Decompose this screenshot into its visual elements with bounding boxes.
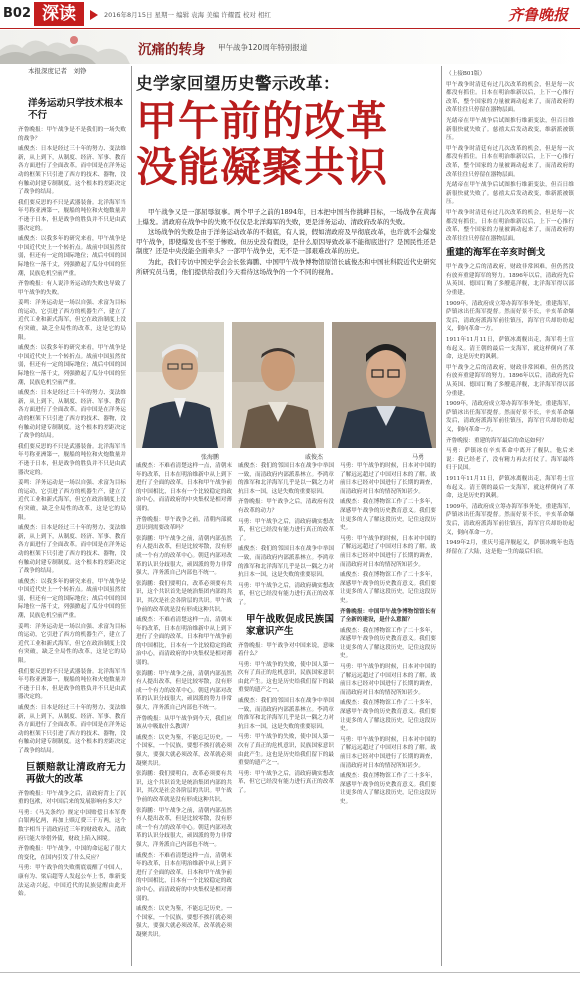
right-paragraph: 1949年2月，重庆号巡洋舰起义，萨镇冰晚年也选择留在了大陆，这是他一生的最后归宿。 [446, 540, 574, 555]
mid-paragraph-question: 齐鲁晚报：中国甲午战争博物馆馆长有了全新的建设，是什么意图？ [340, 608, 436, 624]
mid-paragraph: 张海鹏：甲午战争之前，清朝内部虽然有人提出改革，但是比较零散，没有形成一个有力的改革中心。朝廷内部对改革的认识分歧很大，顽固派的势力非常强大，洋务派自己内部也不统一。 [136, 807, 232, 848]
left-paragraph: 齐鲁晚报：有人说洋务运动的失败也导致了甲午战争的失败。 [18, 281, 126, 296]
right-paragraph: 甲午战争时清廷有过几次改革的机会，但是每一次都没有抓住。日本在明治维新以后，上下一心推行改革，整个国家的力量被调动起来了，而清政府的改革往往只停留在器物层面。 [446, 209, 574, 242]
left-subhead-1: 洋务运动只学技术根本不行 [28, 98, 124, 121]
column-rule [441, 66, 442, 966]
left-paragraph: 我们要反思的不只是武器装备。北洋海军当年号称亚洲第一，舰船的吨位和火炮数量并不逊于日本，但是战争的胜负并不只是由武器决定的。 [18, 668, 126, 701]
mid-paragraph: 戚俊杰：以史为鉴，不能忘记历史。一个国家，一个民族，要想不挨打就必须强大，要强大就必须改革，改革就必须凝聚共识。 [136, 906, 232, 938]
mid-paragraph: 齐鲁晚报：从甲午战争到今天，我们应该从中吸取什么教训？ [136, 715, 232, 731]
lead-paragraphs [136, 208, 436, 277]
right-paragraph: 1909年，清政府成立筹办海军事务处，重建海军，萨镇冰出任海军提督。然而好景不长，辛亥革命爆发后，清政府派海军前往镇压，海军官兵却纷纷起义，倒向革命一方。 [446, 503, 574, 536]
lead-paragraph: 为此，我们专访中国史学会会长张海鹏、中国甲午战争博物馆原馆长戚俊杰和中国社科院近代史研究所研究员马勇，他们提供给我们今天看待这场战争的一个不同的视角。 [136, 257, 436, 276]
left-column-body [18, 126, 126, 934]
mid-paragraph: 戚俊杰：以史为鉴，不能忘记历史。一个国家，一个民族，要想不挨打就必须强大，要强大就必须改革，改革就必须凝聚共识。 [136, 734, 232, 767]
left-paragraph: 马勇：《马关条约》规定中国赔偿日本军费白银两亿两，再加上赎辽费三千万两，这个数字相当于清政府近三年的财政收入，清政府只能大举借外债，财政上陷入困境。 [18, 809, 126, 842]
mid-paragraph: 戚俊杰：不难看清楚这样一点，清朝末年的改革，日本在明治维新中从上到下进行了全面的改革。日本和甲午战争前的中国相比，日本有一个比较稳定的政治中心，而清政府的中央集权是相对薄弱的。 [136, 463, 232, 512]
left-paragraph: 姜鸣：洋务运动是一场以自强、求富为目标的运动，它引进了西方的机器生产，建立了近代工业和新式海军，但它在政治制度上没有突破，缺乏全局性的改革，这是它的局限。 [18, 300, 126, 341]
series-title: 沉痛的转身 [138, 42, 206, 58]
mid-paragraph: 戚俊杰：我们的邻国日本在战争中举国一致，而清政府内部派系林立。李鸿章的淮军和北洋海军几乎是以一隅之力对抗日本一国，这是失败的重要原因。 [238, 463, 334, 495]
right-paragraph: 齐鲁晚报：重建的海军最后的命运如何？ [446, 437, 547, 444]
newspaper-logo: 齐鲁晚报 [507, 6, 568, 24]
mid-paragraph: 张海鹏：我们要明白，改革必须要有共识，这个共识首先是统治集团内部的共识，其次是社会各阶层的共识。甲午战争前的改革就是没有形成这种共识。 [136, 771, 232, 803]
mid-paragraph: 马勇：甲午战争之后，清政府确实想改革，但它已经没有能力进行真正的改革了。 [238, 770, 334, 794]
byline: 本报深度记者 刘铮 [28, 67, 87, 75]
mid-paragraph: 张海鹏：我们要明白，改革必须要有共识，这个共识首先是统治集团内部的共识，其次是社会各阶层的共识。甲午战争前的改革就是没有形成这种共识。 [136, 580, 232, 613]
mid-paragraph: 戚俊杰：我在博物馆工作了二十多年，深感甲午战争的历史教育意义。我们要让更多的人了解这段历史，记住这段历史。 [340, 572, 436, 604]
mid-paragraph: 戚俊杰：不难看清楚这样一点，清朝末年的改革，日本在明治维新中从上到下进行了全面的改革。日本和甲午战争前的中国相比，日本有一个比较稳定的政治中心，而清政府的中央集权是相对薄弱的。 [136, 617, 232, 667]
portrait-3-image [332, 322, 436, 448]
left-paragraph: 我们要反思的不只是武器装备。北洋海军当年号称亚洲第一，舰船的吨位和火炮数量并不逊于日本，但是战争的胜负并不只是由武器决定的。 [18, 443, 126, 476]
continued-marker: （上接B01版） [446, 71, 486, 77]
right-paragraph: 1909年，清政府成立筹办海军事务处，重建海军，萨镇冰出任海军提督。然而好景不长，辛亥革命爆发后，清政府派海军前往镇压，海军官兵却纷纷起义，倒向革命一方。 [446, 401, 574, 433]
section-arrow-icon [90, 10, 98, 20]
middle-column-b [238, 462, 334, 966]
left-paragraph: 戚俊杰：日本是经过三十年的努力、变法维新，从上到下，从制度、经济、军事、教育各方面进行了全面改革。而中国是在洋务运动的框架下只引进了西方的技术、器物，没有触动封建专制制度。这个根本的差距决定了战争的结局。 [18, 705, 126, 754]
right-paragraph: 甲午战争之后的清政府，财政非常困难，但仍然没有放弃重建海军的努力。1896年以后，清政府先后从英国、德国订购了多艘巡洋舰，北洋海军得以部分重建。 [446, 364, 574, 397]
photo-caption-1: 张海鹏 [201, 454, 220, 461]
mid-paragraph: 戚俊杰：我在博物馆工作了二十多年，深感甲午战争的历史教育意义。我们要让更多的人了解这段历史，记住这段历史。 [340, 700, 436, 733]
mid-paragraph: 戚俊杰：我在博物馆工作了二十多年，深感甲午战争的历史教育意义。我们要让更多的人了解这段历史，记住这段历史。 [340, 499, 436, 532]
mid-paragraph: 张海鹏：甲午战争之前，清朝内部虽然有人提出改革，但是比较零散，没有形成一个有力的改革中心。朝廷内部对改革的认识分歧很大，顽固派的势力非常强大，洋务派自己内部也不统一。 [136, 670, 232, 712]
mid-paragraph: 戚俊杰：我在博物馆工作了二十多年，深感甲午战争的历史教育意义。我们要让更多的人了解这段历史，记住这段历史。 [340, 627, 436, 660]
left-paragraph: 姜鸣：洋务运动是一场以自强、求富为目标的运动，它引进了西方的机器生产，建立了近代工业和新式海军，但它在政治制度上没有突破，缺乏全局性的改革，这是它的局限。 [18, 480, 126, 521]
right-paragraph: 1909年，清政府成立筹办海军事务处，重建海军，萨镇冰出任海军提督。然而好景不长，辛亥革命爆发后，清政府派海军前往镇压，海军官兵却纷纷起义，倒向革命一方。 [446, 300, 574, 333]
mid-paragraph: 马勇：甲午战争的时候，日本对中国的了解远远超过了中国对日本的了解。战前日本已经对中国进行了长期的调查，而清政府对日本的情况所知甚少。 [340, 535, 436, 568]
right-column-body [446, 70, 574, 966]
mid-paragraph: 戚俊杰：我们的邻国日本在战争中举国一致，而清政府内部派系林立。李鸿章的淮军和北洋海军几乎是以一隅之力对抗日本一国，这是失败的重要原因。 [238, 698, 334, 730]
mid-paragraph: 齐鲁晚报：甲午战争对中国来说，意味着什么？ [238, 642, 334, 658]
left-paragraph: 齐鲁晚报：甲午战争，中国的命运起了很大的变化，在国内引发了什么反应？ [18, 846, 126, 861]
page-number: B02 [3, 6, 31, 21]
left-paragraph: 姜鸣：洋务运动是一场以自强、求富为目标的运动，它引进了西方的机器生产，建立了近代工业和新式海军，但它在政治制度上没有突破，缺乏全局性的改革，这是它的局限。 [18, 623, 126, 665]
left-paragraph: 齐鲁晚报：甲午战争是不是我们的一场失败的战争？ [18, 127, 126, 142]
series-subtitle: 甲午战争120周年特别报道 [218, 43, 308, 52]
left-paragraph: 马勇：甲午战争的失败彻底震醒了中国人，康有为、梁启超等人发起公车上书，维新变法运动兴起，中国近代的民族觉醒由此开始。 [18, 865, 126, 898]
right-paragraph: 甲午战争之后的清政府，财政非常困难，但仍然没有放弃重建海军的努力。1896年以后，清政府先后从英国、德国订购了多艘巡洋舰，北洋海军得以部分重建。 [446, 264, 574, 297]
lead-paragraph: 甲午战争又是一部屈辱叙事。两个甲子之前的1894年，日本把中国当作挑衅目标，一场战争在黄海上爆发。清政府在战争中的失败不仅仅是北洋海军的失败，更是洋务运动、清政府改革的失败。 [136, 208, 436, 226]
left-paragraph: 戚俊杰：日本是经过三十年的努力、变法维新，从上到下，从制度、经济、军事、教育各方面进行了全面改革。而中国是在洋务运动的框架下只引进了西方的技术、器物，没有触动封建专制制度。这个根本的差距决定了战争的结局。 [18, 146, 126, 196]
dateline: 2016年8月15日 星期一 编辑 袁海 美编 许耀霞 校对 相红 [104, 11, 271, 19]
mid-paragraph: 马勇：甲午战争的时候，日本对中国的了解远远超过了中国对日本的了解。战前日本已经对中国进行了长期的调查，而清政府对日本的情况所知甚少。 [340, 463, 436, 495]
column-rule [131, 66, 132, 966]
portrait-photo-2 [232, 322, 324, 448]
right-paragraph: 1911年11月11日，萨镇冰离舰出走，海军将士宣布起义。清王朝的最后一支海军，就这样倒向了革命，这是历史的讽刺。 [446, 337, 574, 361]
photo-caption-2: 戚俊杰 [305, 454, 324, 461]
photo-caption-3: 马勇 [412, 454, 425, 461]
left-subhead-2: 巨额赔款让清政府无力再做大的改革 [26, 761, 126, 785]
lead-paragraph: 这场战争的失败是由于洋务运动改革的不彻底，有人说，假如清政府及早彻底改革，也许就不会爆发甲午战争，即使爆发也不至于惨败。但历史没有假设，是什么原因导致改革不能彻底进行？是国民性还是制度？还是中央没能全面牵头？一部甲午战争史，无不是一部艰难改革的历史。 [136, 228, 436, 256]
middle-column-c [340, 462, 436, 966]
headline-line-2: 没能凝聚共识 [136, 143, 388, 191]
left-paragraph: 戚俊杰：以我多年的研究来看，甲午战争是中国近代史上一个转折点。战前中国虽然贫弱，但还有一定的国际地位；战后中国的国际地位一落千丈，列强掀起了瓜分中国的狂潮，民族危机空前严重。 [18, 578, 126, 620]
mid-paragraph: 马勇：甲午战争之后，清政府确实想改革，但它已经没有能力进行真正的改革了。 [238, 582, 334, 606]
right-paragraph: 光绪帝在甲午战争后试图推行维新变法，但百日维新很快就失败了。慈禧太后发动政变，维新派被镇压。 [446, 117, 574, 142]
right-paragraph: 马勇：萨镇冰在辛亥革命中离开了舰队，他后来说：我已经老了，没有精力再去打仗了。海军最终归于民国。 [446, 448, 574, 472]
right-paragraph: 甲午战争时清廷有过几次改革的机会，但是每一次都没有抓住。日本在明治维新以后，上下一心推行改革，整个国家的力量被调动起来了，而清政府的改革往往只停留在器物层面。 [446, 145, 574, 178]
mid-paragraph: 马勇：甲午战争之后，清政府确实想改革，但它已经没有能力进行真正的改革了。 [238, 518, 334, 542]
left-paragraph: 我们要反思的不只是武器装备。北洋海军当年号称亚洲第一，舰船的吨位和火炮数量并不逊于日本，但是战争的胜负并不只是由武器决定的。 [18, 199, 126, 232]
right-paragraph: 光绪帝在甲午战争后试图推行维新变法，但百日维新很快就失败了。慈禧太后发动政变，维新派被镇压。 [446, 182, 574, 206]
headline-line-1: 甲午前的改革 [136, 97, 388, 145]
main-headline [136, 98, 436, 190]
mid-paragraph: 马勇：甲午战争的时候，日本对中国的了解远远超过了中国对日本的了解。战前日本已经对中国进行了长期的调查，而清政府对日本的情况所知甚少。 [340, 664, 436, 696]
page-bottom-rule [0, 972, 580, 973]
headline-kicker: 史学家回望历史警示改革： [136, 74, 340, 93]
mid-paragraph: 马勇：甲午战争的失败，使中国人第一次有了真正的危机意识，民族国家意识由此产生。这也是历史给我们留下的最重要的遗产之一。 [238, 734, 334, 767]
mid-paragraph: 齐鲁晚报：甲午战争之前，清朝内部就意识到需要改革吗？ [136, 516, 232, 532]
mid-paragraph: 齐鲁晚报：甲午战争之后，清政府有没有改革的动力？ [238, 499, 334, 514]
portrait-photo-3 [332, 322, 436, 448]
left-paragraph: 戚俊杰：以我多年的研究来看，甲午战争是中国近代史上一个转折点。战前中国虽然贫弱，但还有一定的国际地位；战后中国的国际地位一落千丈，列强掀起了瓜分中国的狂潮，民族危机空前严重。 [18, 345, 126, 386]
portrait-2-image [232, 322, 324, 448]
mid-paragraph: 戚俊杰：不难看清楚这样一点，清朝末年的改革，日本在明治维新中从上到下进行了全面的改革。日本和甲午战争前的中国相比，日本有一个比较稳定的政治中心，而清政府的中央集权是相对薄弱的。 [136, 852, 232, 902]
section-label: 深读 [34, 2, 84, 26]
mid-subhead: 甲午战败促成民族国家意识产生 [246, 613, 334, 637]
middle-column-a [136, 462, 232, 966]
right-subhead: 重建的海军在辛亥时倒戈 [446, 248, 546, 259]
left-paragraph: 戚俊杰：以我多年的研究来看，甲午战争是中国近代史上一个转折点。战前中国虽然贫弱，但还有一定的国际地位；战后中国的国际地位一落千丈，列强掀起了瓜分中国的狂潮，民族危机空前严重。 [18, 236, 126, 277]
mid-paragraph: 张海鹏：甲午战争之前，清朝内部虽然有人提出改革，但是比较零散，没有形成一个有力的改革中心。朝廷内部对改革的认识分歧很大，顽固派的势力非常强大，洋务派自己内部也不统一。 [136, 535, 232, 577]
right-paragraph: 1911年11月11日，萨镇冰离舰出走，海军将士宣布起义。清王朝的最后一支海军，就这样倒向了革命，这是历史的讽刺。 [446, 475, 574, 500]
right-paragraph: 甲午战争时清廷有过几次改革的机会，但是每一次都没有抓住。日本在明治维新以后，上下一心推行改革，整个国家的力量被调动起来了，而清政府的改革往往只停留在器物层面。 [446, 81, 574, 114]
mid-paragraph: 戚俊杰：我在博物馆工作了二十多年，深感甲午战争的历史教育意义。我们要让更多的人了解这段历史，记住这段历史。 [340, 773, 436, 805]
mid-paragraph: 马勇：甲午战争的时候，日本对中国的了解远远超过了中国对日本的了解。战前日本已经对中国进行了长期的调查，而清政府对日本的情况所知甚少。 [340, 736, 436, 769]
portrait-1-image [136, 322, 224, 448]
left-paragraph: 戚俊杰：日本是经过三十年的努力、变法维新，从上到下，从制度、经济、军事、教育各方面进行了全面改革。而中国是在洋务运动的框架下只引进了西方的技术、器物，没有触动封建专制制度。这个根本的差距决定了战争的结局。 [18, 390, 126, 440]
mid-paragraph: 马勇：甲午战争的失败，使中国人第一次有了真正的危机意识，民族国家意识由此产生。这也是历史给我们留下的最重要的遗产之一。 [238, 661, 334, 694]
left-paragraph: 齐鲁晚报：甲午战争之后，清政府背上了沉重的包袱，对中国后来的发展影响有多大？ [18, 790, 126, 806]
mid-paragraph: 戚俊杰：我们的邻国日本在战争中举国一致，而清政府内部派系林立。李鸿章的淮军和北洋海军几乎是以一隅之力对抗日本一国，这是失败的重要原因。 [238, 546, 334, 579]
left-paragraph: 戚俊杰：日本是经过三十年的努力、变法维新，从上到下，从制度、经济、军事、教育各方面进行了全面改革。而中国是在洋务运动的框架下只引进了西方的技术、器物，没有触动封建专制制度。这个根本的差距决定了战争的结局。 [18, 525, 126, 575]
portrait-photo-1 [136, 322, 224, 448]
masthead-bar [0, 0, 580, 29]
